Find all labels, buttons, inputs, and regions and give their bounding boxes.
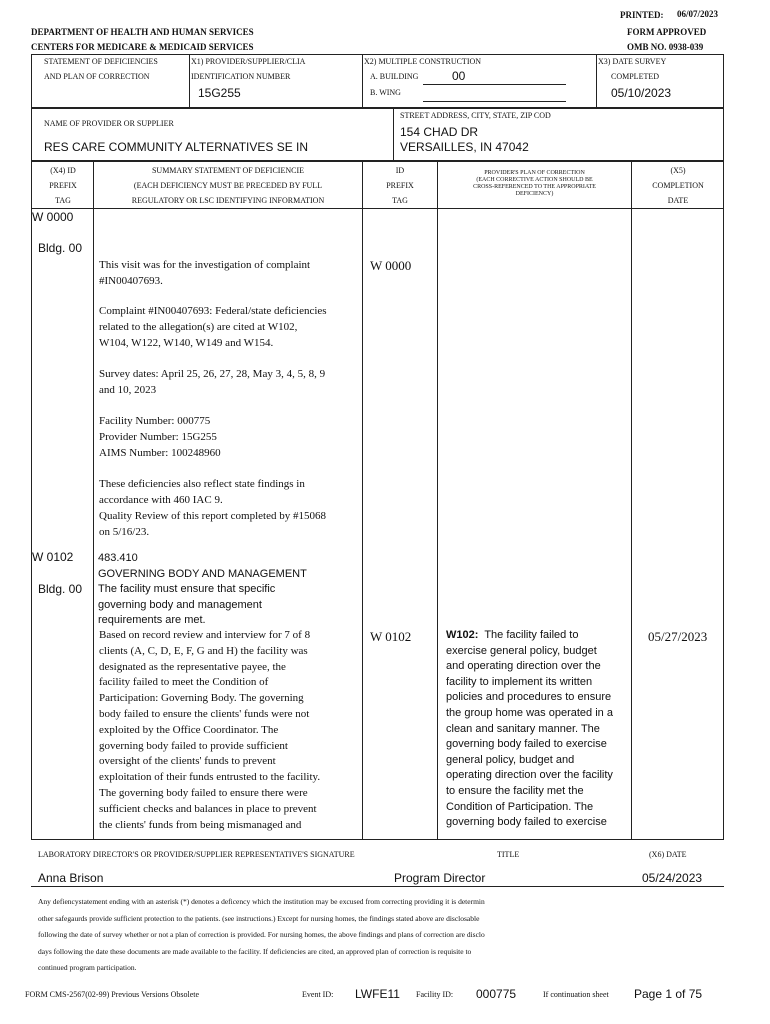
entry2-serif-line: designated as the representative payee, the: [99, 660, 286, 673]
entry1-paragraph: [99, 303, 361, 351]
id-label-1: ID: [395, 166, 405, 175]
entry2-plan-line: facility to implement its written: [446, 675, 593, 688]
building-label: A. BUILDING: [370, 72, 419, 81]
entry1-line: accordance with 460 IAC 9.: [99, 494, 223, 506]
entry2-plan-line: to ensure the facility met the: [446, 784, 584, 797]
plan-label-1: PROVIDER'S PLAN OF CORRECTION: [484, 170, 585, 176]
entry1-line: Provider Number: 15G255: [99, 431, 217, 443]
entry2-plan-line: [446, 628, 630, 644]
x3-label-1: X3) DATE SURVEY: [598, 57, 667, 66]
entry1-paragraph: [99, 366, 361, 398]
id-label-3: TAG: [392, 196, 408, 205]
entry2-serif-line: body failed to ensure the clients' funds were not: [99, 707, 310, 720]
entry1-line: related to the allegation(s) are cited at W102,: [99, 321, 298, 333]
entry2-plan-line: the group home was operated in a: [446, 706, 613, 719]
address-line-1: 154 CHAD DR: [400, 125, 479, 139]
statement-label-1: STATEMENT OF DEFICIENCIES: [44, 57, 158, 66]
address-label: STREET ADDRESS, CITY, STATE, ZIP COD: [400, 111, 551, 120]
entry1-summary: [99, 257, 361, 554]
x3-label-2: COMPLETED: [611, 72, 659, 81]
event-id-label: Event ID:: [302, 990, 334, 999]
entry1-line: and 10, 2023: [99, 384, 157, 396]
x4-label-2: PREFIX: [49, 181, 77, 190]
entry1-line: This visit was for the investigation of complaint: [99, 259, 311, 271]
date-label: (X6) DATE: [649, 850, 687, 859]
plan-label-3: CROSS-REFERENCED TO THE APPROPRIATE: [473, 184, 596, 190]
disclaimer-line: following the date of survey whether or not a plan of correction is provided. For nursing homes, the above findings and plans of correction are disclo: [38, 930, 485, 939]
entry2-plan-line: clean and sanitary manner. The: [446, 722, 600, 735]
printed-date: 06/07/2023: [677, 9, 719, 19]
entry2-plan-line: governing body failed to exercise: [446, 738, 607, 751]
entry2-building: Bldg. 00: [38, 582, 83, 596]
entry1-line: Facility Number: 000775: [99, 415, 211, 427]
entry1-paragraph: [99, 476, 361, 540]
plan-first-line: The facility failed to: [478, 629, 579, 641]
x5-label-3: DATE: [667, 196, 689, 205]
continuation-label: If continuation sheet: [543, 990, 609, 999]
disclaimer-line: other safegaurds provide sufficient protection to the patients. (see instructions.) Except for nursing homes, the findings stated above are disclosable: [38, 913, 480, 923]
entry2-prefix-tag: W 0102: [32, 550, 74, 564]
event-id-value: LWFE11: [355, 987, 400, 1001]
entry2-plan-line: governing body failed to exercise: [446, 816, 607, 829]
x4-label-1: (X4) ID: [50, 166, 76, 175]
entry2-regulation-text: [98, 551, 360, 629]
omb-number: OMB NO. 0938-039: [627, 42, 704, 52]
facility-id-label: Facility ID:: [416, 990, 454, 999]
entry2-sans-line: requirements are met.: [98, 614, 206, 626]
building-value: 00: [452, 69, 466, 83]
entry1-paragraph: [99, 257, 361, 289]
x1-label-1: X1) PROVIDER/SUPPLIER/CLIA: [191, 57, 306, 66]
survey-completed-date: 05/10/2023: [611, 86, 672, 100]
entry2-serif-line: sufficient checks and balances in place to prevent: [99, 802, 317, 815]
entry2-plan-line: Condition of Participation. The: [446, 800, 594, 813]
entry1-line: #IN00407693.: [99, 275, 163, 287]
provider-name-label: NAME OF PROVIDER OR SUPPLIER: [44, 119, 174, 128]
id-label-2: PREFIX: [386, 181, 414, 190]
entry2-serif-line: oversight of the clients' funds to prevent: [99, 755, 276, 768]
entry2-id-tag: W 0102: [370, 629, 412, 644]
entry2-plan-line: exercise general policy, budget: [446, 644, 597, 657]
signature-label: LABORATORY DIRECTOR'S OR PROVIDER/SUPPLIER REPRESENTATIVE'S SIGNATURE: [38, 850, 355, 859]
entry1-line: AIMS Number: 100248960: [99, 447, 221, 459]
entry2-serif-line: governing body failed to provide sufficient: [99, 739, 288, 752]
provider-name-value: RES CARE COMMUNITY ALTERNATIVES SE IN: [44, 140, 309, 154]
entry1-line: on 5/16/23.: [99, 526, 150, 538]
entry1-building: Bldg. 00: [38, 241, 83, 255]
address-line-2: VERSAILLES, IN 47042: [400, 140, 529, 154]
plan-label-2: (EACH CORRECTIVE ACTION SHOULD BE: [476, 177, 593, 183]
entry2-sans-line: governing body and management: [98, 598, 262, 611]
printed-label: PRINTED:: [620, 10, 664, 20]
entry2-plan-line: policies and procedures to ensure: [446, 691, 612, 704]
page-number: Page 1 of 75: [634, 987, 703, 1001]
wing-label: B. WING: [370, 88, 401, 97]
plan-tag-bold: W102:: [446, 629, 479, 641]
entry1-paragraph: [99, 413, 361, 461]
x5-label-1: (X5): [670, 166, 686, 175]
x4-label-3: TAG: [55, 196, 71, 205]
summary-label-2: (EACH DEFICIENCY MUST BE PRECEDED BY FULL: [133, 181, 323, 190]
disclaimer-line: continued program participation.: [38, 963, 137, 972]
entry2-serif-line: facility failed to meet the Condition of: [99, 676, 269, 689]
entry2-serif-line: Based on record review and interview for 7 of 8: [99, 629, 311, 641]
entry2-findings-text: [99, 628, 361, 833]
x1-label-2: IDENTIFICATION NUMBER: [191, 72, 291, 81]
disclaimer-line: Any defiencystatement ending with an asterisk (*) denotes a deficency which the institution may be excused from correcting providing it is determin: [38, 897, 485, 906]
signature-date: 05/24/2023: [642, 871, 703, 885]
plan-label-4: DEFICIENCY): [515, 191, 554, 197]
entry2-serif-line: clients (A, C, D, E, F, G and H) the facility was: [99, 644, 308, 657]
signer-name: Anna Brison: [38, 871, 104, 885]
entry2-serif-line: Participation: Governing Body. The governing: [99, 692, 304, 705]
entry1-id-tag: W 0000: [370, 258, 412, 273]
entry2-plan-of-correction: [446, 628, 630, 831]
x5-label-2: COMPLETION: [652, 181, 704, 190]
statement-label-2: AND PLAN OF CORRECTION: [44, 72, 150, 81]
entry1-line: Complaint #IN00407693: Federal/state deficiencies: [99, 305, 327, 317]
provider-id-value: 15G255: [198, 86, 241, 100]
summary-label-3: REGULATORY OR LSC IDENTIFYING INFORMATION: [131, 196, 325, 205]
department-name: DEPARTMENT OF HEALTH AND HUMAN SERVICES: [31, 27, 254, 37]
x2-label: X2) MULTIPLE CONSTRUCTION: [364, 57, 482, 66]
form-number: FORM CMS-2567(02-99) Previous Versions Obsolete: [25, 990, 200, 999]
form-approved: FORM APPROVED: [627, 27, 707, 37]
entry2-serif-line: The governing body failed to ensure there were: [99, 786, 308, 799]
title-label: TITLE: [497, 850, 520, 859]
entry2-sans-line: The facility must ensure that specific: [98, 583, 276, 595]
disclaimer-line: days following the date these documents are made available to the facility. If deficiencies are cited, an approved plan of correction is requisite to: [38, 946, 472, 956]
entry1-line: Quality Review of this report completed by #15068: [99, 510, 326, 522]
entry1-line: Survey dates: April 25, 26, 27, 28, May 3, 4, 5, 8, 9: [99, 368, 326, 380]
entry2-sans-line: 483.410: [98, 552, 138, 564]
facility-id-value: 000775: [476, 987, 517, 1001]
entry1-line: W104, W122, W140, W149 and W154.: [99, 337, 274, 349]
plan-of-correction-header: [438, 170, 631, 198]
signer-title: Program Director: [394, 871, 486, 885]
entry2-plan-line: general policy, budget and: [446, 753, 575, 766]
entry2-completion-date: 05/27/2023: [648, 629, 708, 644]
disclaimer: [38, 894, 728, 977]
entry2-plan-line: operating direction over the facility: [446, 769, 613, 782]
entry2-serif-line: exploitation of their funds entrusted to the facility.: [99, 771, 321, 784]
entry1-prefix-tag: W 0000: [32, 210, 74, 224]
entry2-serif-line: the clients' funds from being mismanaged and: [99, 818, 302, 831]
centers-name: CENTERS FOR MEDICARE & MEDICAID SERVICES: [31, 42, 254, 52]
entry2-serif-line: exploited by the Office Coordinator. The: [99, 723, 279, 736]
summary-label-1: SUMMARY STATEMENT OF DEFICIENCIE: [151, 166, 305, 175]
entry2-plan-line: and operating direction over the: [446, 660, 601, 673]
entry1-line: These deficiencies also reflect state findings in: [99, 478, 305, 490]
entry2-sans-line: GOVERNING BODY AND MANAGEMENT: [98, 567, 307, 580]
